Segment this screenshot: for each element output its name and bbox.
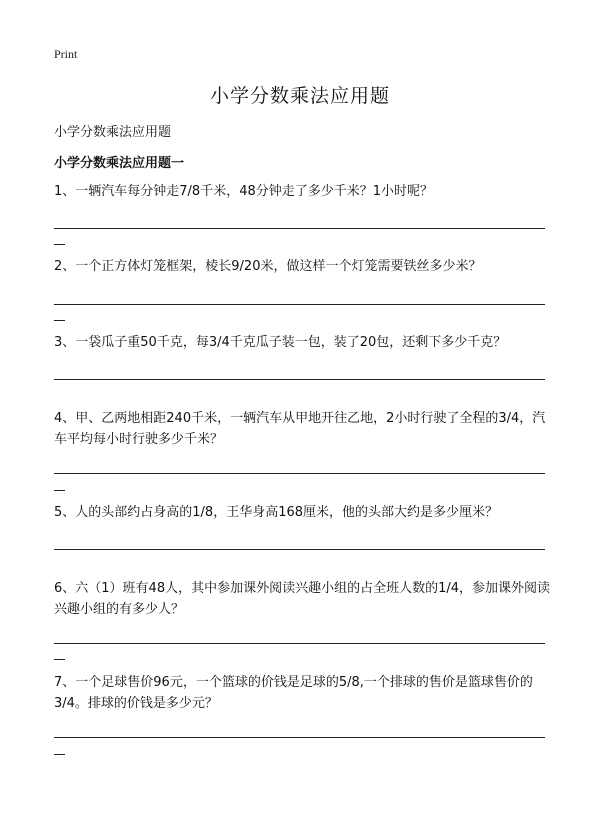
question-1: 1、一辆汽车每分钟走7/8千米，48分钟走了多少千米？1小时呢？ <box>54 184 434 199</box>
answer-line-7 <box>54 737 545 738</box>
answer-dash-1 <box>54 244 65 245</box>
answer-line-1 <box>54 228 545 229</box>
page-title: 小学分数乘法应用题 <box>209 85 390 107</box>
print-label: Print <box>54 47 78 61</box>
answer-line-4 <box>54 473 545 474</box>
document-subtitle: 小学分数乘法应用题 <box>54 125 172 140</box>
answer-line-5 <box>54 549 545 550</box>
answer-dash-4 <box>54 490 65 491</box>
question-6: 6、六（1）班有48人，其中参加课外阅读兴趣小组的占全班人数的1/4，参加课外阅读兴趣小组的有多少人？ <box>54 581 551 617</box>
question-7: 7、一个足球售价96元，一个篮球的价钱是足球的5/8,一个排球的售价是篮球售价的3/4。排球的价钱是多少元？ <box>54 675 533 711</box>
answer-dash-2 <box>54 320 65 321</box>
section-heading: 小学分数乘法应用题一 <box>54 156 185 171</box>
answer-line-3 <box>54 379 545 380</box>
answer-dash-6 <box>54 659 65 660</box>
question-4: 4、甲、乙两地相距240千米，一辆汽车从甲地开往乙地，2小时行驶了全程的3/4，汽车平均每小时行驶多少千米？ <box>54 411 546 447</box>
answer-line-2 <box>54 304 545 305</box>
question-2: 2、一个正方体灯笼框架，棱长9/20米，做这样一个灯笼需要铁丝多少米？ <box>54 259 482 274</box>
answer-dash-7 <box>54 754 65 755</box>
question-3: 3、一袋瓜子重50千克，每3/4千克瓜子装一包，装了20包，还剩下多少千克？ <box>54 335 507 350</box>
answer-line-6 <box>54 643 545 644</box>
question-5: 5、人的头部约占身高的1/8，王华身高168厘米，他的头部大约是多少厘米？ <box>54 505 499 520</box>
